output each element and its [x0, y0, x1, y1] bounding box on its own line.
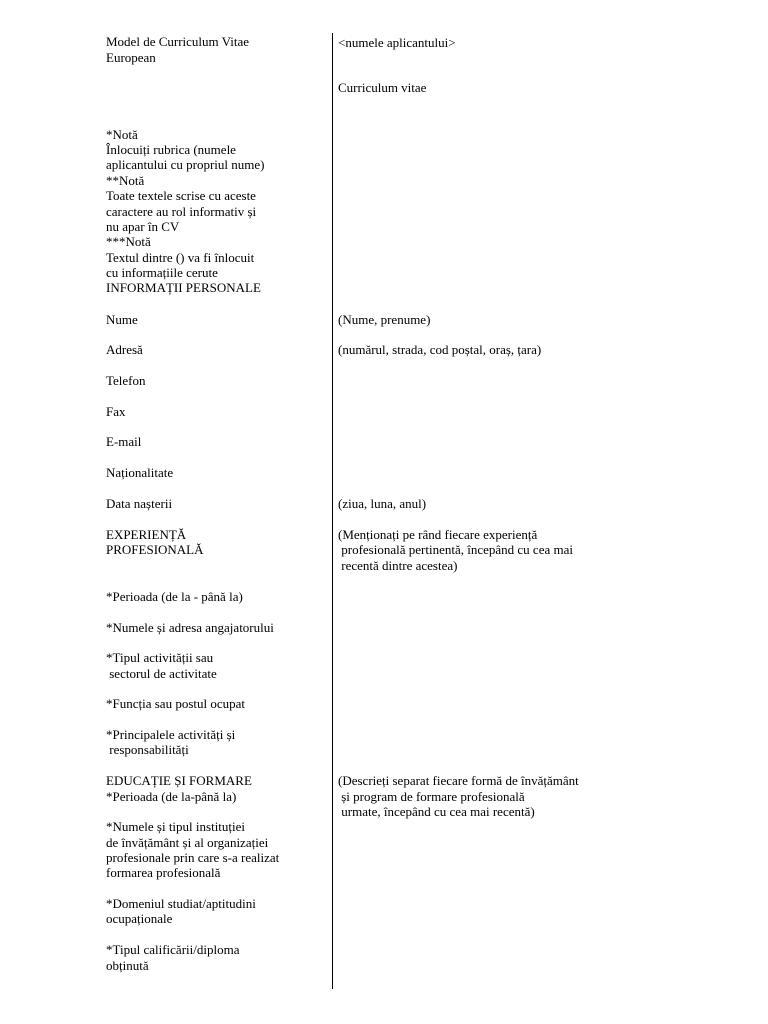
- field-label-institutie: de învățământ și al organizației: [106, 835, 269, 850]
- column-divider: [332, 33, 333, 989]
- curriculum-vitae-label: Curriculum vitae: [338, 80, 427, 95]
- field-label-domeniu: *Domeniul studiat/aptitudini: [106, 896, 256, 911]
- education-heading: EDUCAȚIE ȘI FORMARE: [106, 773, 252, 788]
- hint-adresa: (numărul, strada, cod poștal, oraș, țara): [338, 342, 542, 357]
- field-label-tip-activitate: *Tipul activității sau: [106, 650, 214, 665]
- note-3-label: ***Notă: [106, 234, 151, 249]
- note-2-text: caractere au rol informativ și: [106, 204, 257, 219]
- field-label-nume: Nume: [106, 312, 138, 327]
- field-label-institutie: *Numele și tipul instituției: [106, 819, 246, 834]
- field-label-angajator: *Numele și adresa angajatorului: [106, 620, 274, 635]
- field-label-activitati: *Principalele activități și: [106, 727, 236, 742]
- applicant-name-placeholder: <numele aplicantului>: [338, 35, 456, 50]
- hint-education: și program de formare profesională: [338, 789, 525, 804]
- note-3-text: Textul dintre () va fi înlocuit: [106, 250, 255, 265]
- field-label-activitati: responsabilități: [106, 742, 189, 757]
- field-label-fax: Fax: [106, 404, 126, 419]
- field-label-tip-activitate: sectorul de activitate: [106, 666, 217, 681]
- field-label-domeniu: ocupaționale: [106, 911, 173, 926]
- hint-nume: (Nume, prenume): [338, 312, 431, 327]
- field-label-calificare: *Tipul calificării/diploma: [106, 942, 240, 957]
- field-label-institutie: profesionale prin care s-a realizat: [106, 850, 280, 865]
- hint-experience: recentă dintre acestea): [338, 558, 458, 573]
- personal-info-heading: INFORMAȚII PERSONALE: [106, 280, 261, 295]
- note-2-text: nu apar în CV: [106, 219, 180, 234]
- experience-heading: EXPERIENȚĂ: [106, 527, 187, 542]
- hint-experience: (Menționați pe rând fiecare experiență: [338, 527, 538, 542]
- cv-title-line-2: European: [106, 50, 156, 65]
- field-label-telefon: Telefon: [106, 373, 146, 388]
- note-1-text: aplicantului cu propriul nume): [106, 157, 265, 172]
- note-2-text: Toate textele scrise cu aceste: [106, 188, 256, 203]
- field-label-email: E-mail: [106, 434, 142, 449]
- experience-heading: PROFESIONALĂ: [106, 542, 204, 557]
- field-label-perioada-educatie: *Perioada (de la-până la): [106, 789, 237, 804]
- cv-title-line-1: Model de Curriculum Vitae: [106, 34, 250, 49]
- note-2-label: **Notă: [106, 173, 145, 188]
- field-label-calificare: obținută: [106, 958, 149, 973]
- field-label-perioada: *Perioada (de la - până la): [106, 589, 243, 604]
- field-label-nationalitate: Naționalitate: [106, 465, 174, 480]
- hint-education: (Descrieți separat fiecare formă de învățământ: [338, 773, 579, 788]
- field-label-adresa: Adresă: [106, 342, 143, 357]
- hint-education: urmate, începând cu cea mai recentă): [338, 804, 535, 819]
- note-1-text: Înlocuiți rubrica (numele: [106, 142, 236, 157]
- note-3-text: cu informațiile cerute: [106, 265, 218, 280]
- hint-data-nasterii: (ziua, luna, anul): [338, 496, 427, 511]
- note-1-label: *Notă: [106, 127, 138, 142]
- field-label-data-nasterii: Data nașterii: [106, 496, 173, 511]
- field-label-institutie: formarea profesională: [106, 865, 221, 880]
- hint-experience: profesională pertinentă, începând cu cea mai: [338, 542, 573, 557]
- field-label-functia: *Funcția sau postul ocupat: [106, 696, 246, 711]
